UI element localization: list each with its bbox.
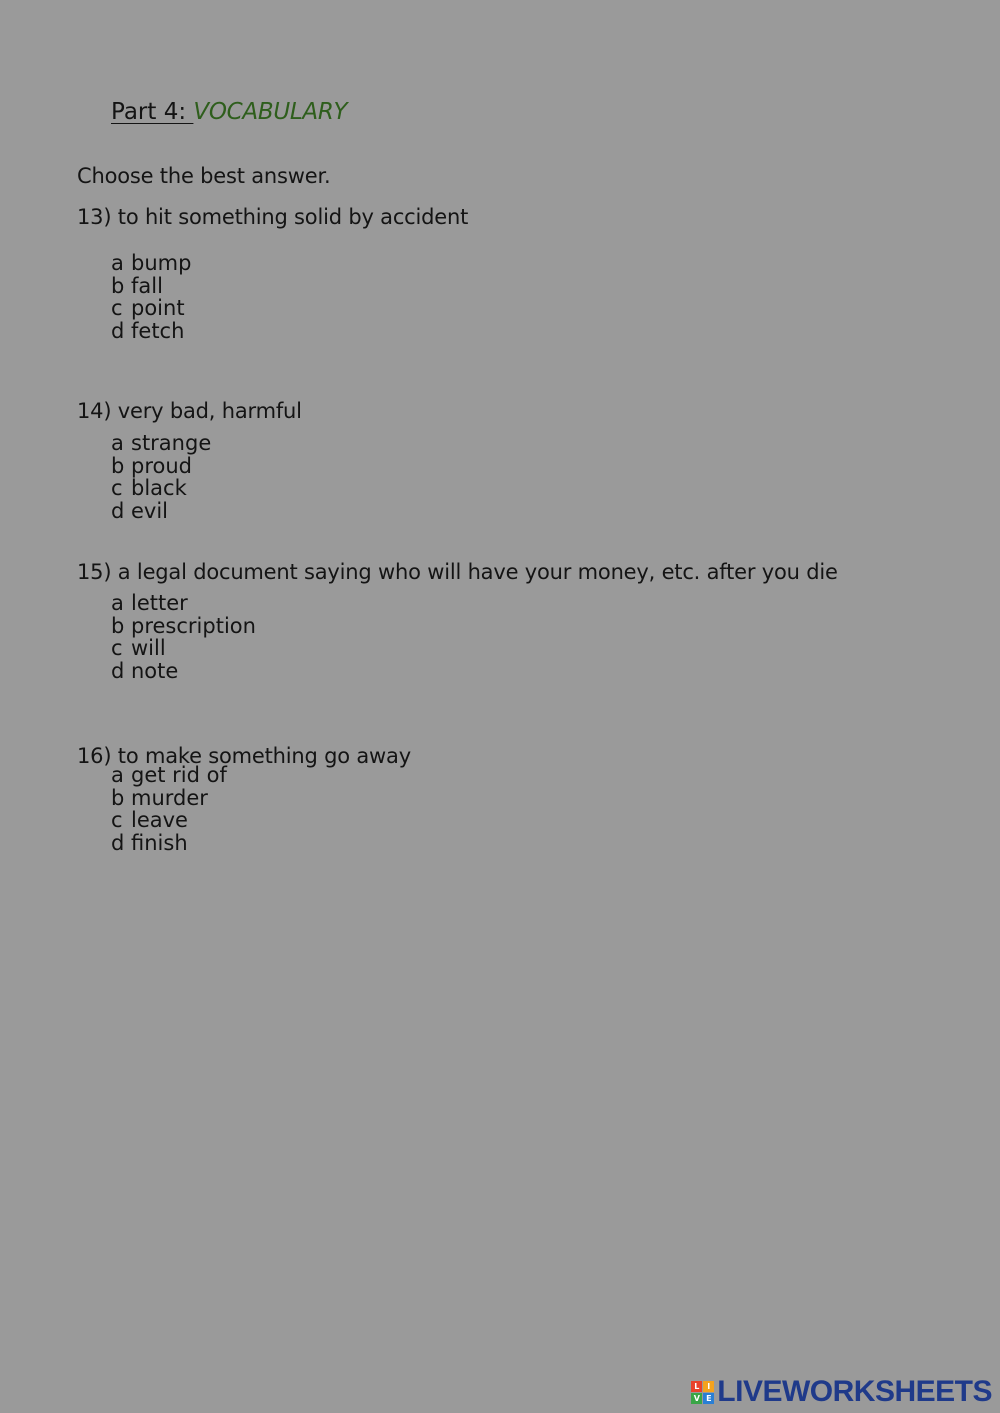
option-letter: d	[111, 498, 125, 523]
logo-cell: L	[691, 1381, 702, 1392]
part-label: Part 4:	[111, 99, 194, 125]
option-text: prescription	[131, 613, 256, 638]
option-letter: b	[111, 613, 125, 638]
answer-option-c[interactable]	[111, 809, 411, 832]
question-15	[77, 557, 838, 682]
question-prompt: 16) to make something go away	[77, 744, 411, 768]
option-letter: d	[111, 318, 125, 343]
option-text: fetch	[131, 318, 185, 343]
liveworksheets-logo-icon	[691, 1381, 714, 1404]
option-text: proud	[131, 453, 192, 478]
subject-heading: VOCABULARY	[193, 99, 348, 125]
option-letter: c	[111, 296, 123, 320]
option-text: strange	[131, 431, 212, 455]
answer-options	[77, 764, 411, 854]
option-letter: a	[111, 431, 124, 455]
option-text: letter	[131, 591, 188, 615]
option-text: leave	[131, 808, 188, 832]
answer-options	[77, 432, 302, 522]
logo-cell: E	[703, 1393, 714, 1404]
watermark-text: LIVEWORKSHEETS	[717, 1375, 992, 1408]
instruction-text: Choose the best answer.	[77, 164, 331, 188]
option-letter: b	[111, 453, 125, 478]
answer-option-a[interactable]	[111, 592, 838, 615]
option-letter: c	[111, 476, 123, 500]
answer-option-b[interactable]	[111, 455, 302, 478]
logo-cell: I	[703, 1381, 714, 1392]
answer-options	[77, 252, 468, 342]
option-text: fall	[131, 273, 163, 298]
answer-option-d[interactable]	[111, 660, 838, 683]
answer-option-b[interactable]	[111, 787, 411, 810]
logo-cell: V	[691, 1393, 702, 1404]
option-text: murder	[131, 785, 208, 810]
option-letter: c	[111, 808, 123, 832]
option-text: bump	[131, 251, 192, 275]
option-text: point	[131, 296, 185, 320]
answer-option-a[interactable]	[111, 252, 468, 275]
option-letter: c	[111, 636, 123, 660]
option-letter: d	[111, 830, 125, 855]
question-14	[77, 396, 302, 522]
option-text: will	[131, 636, 166, 660]
option-text: note	[131, 658, 179, 683]
question-prompt: 15) a legal document saying who will have your money, etc. after you die	[77, 560, 838, 584]
option-text: finish	[131, 830, 188, 855]
option-text: get rid of	[131, 763, 227, 787]
answer-option-b[interactable]	[111, 615, 838, 638]
question-prompt: 13) to hit something solid by accident	[77, 205, 469, 229]
option-letter: d	[111, 658, 125, 683]
answer-options	[77, 592, 838, 682]
option-text: evil	[131, 498, 169, 523]
answer-option-d[interactable]	[111, 320, 468, 343]
option-text: black	[131, 476, 187, 500]
option-letter: a	[111, 251, 124, 275]
option-letter: b	[111, 273, 125, 298]
liveworksheets-watermark	[691, 1377, 992, 1407]
option-letter: a	[111, 763, 124, 787]
answer-option-b[interactable]	[111, 275, 468, 298]
answer-option-d[interactable]	[111, 500, 302, 523]
answer-option-c[interactable]	[111, 637, 838, 660]
question-prompt: 14) very bad, harmful	[77, 399, 302, 423]
answer-option-c[interactable]	[111, 297, 468, 320]
question-13	[77, 202, 468, 342]
option-letter: b	[111, 785, 125, 810]
answer-option-d[interactable]	[111, 832, 411, 855]
page-title	[111, 96, 347, 128]
option-letter: a	[111, 591, 124, 615]
question-16	[77, 741, 411, 854]
answer-option-a[interactable]	[111, 432, 302, 455]
answer-option-c[interactable]	[111, 477, 302, 500]
